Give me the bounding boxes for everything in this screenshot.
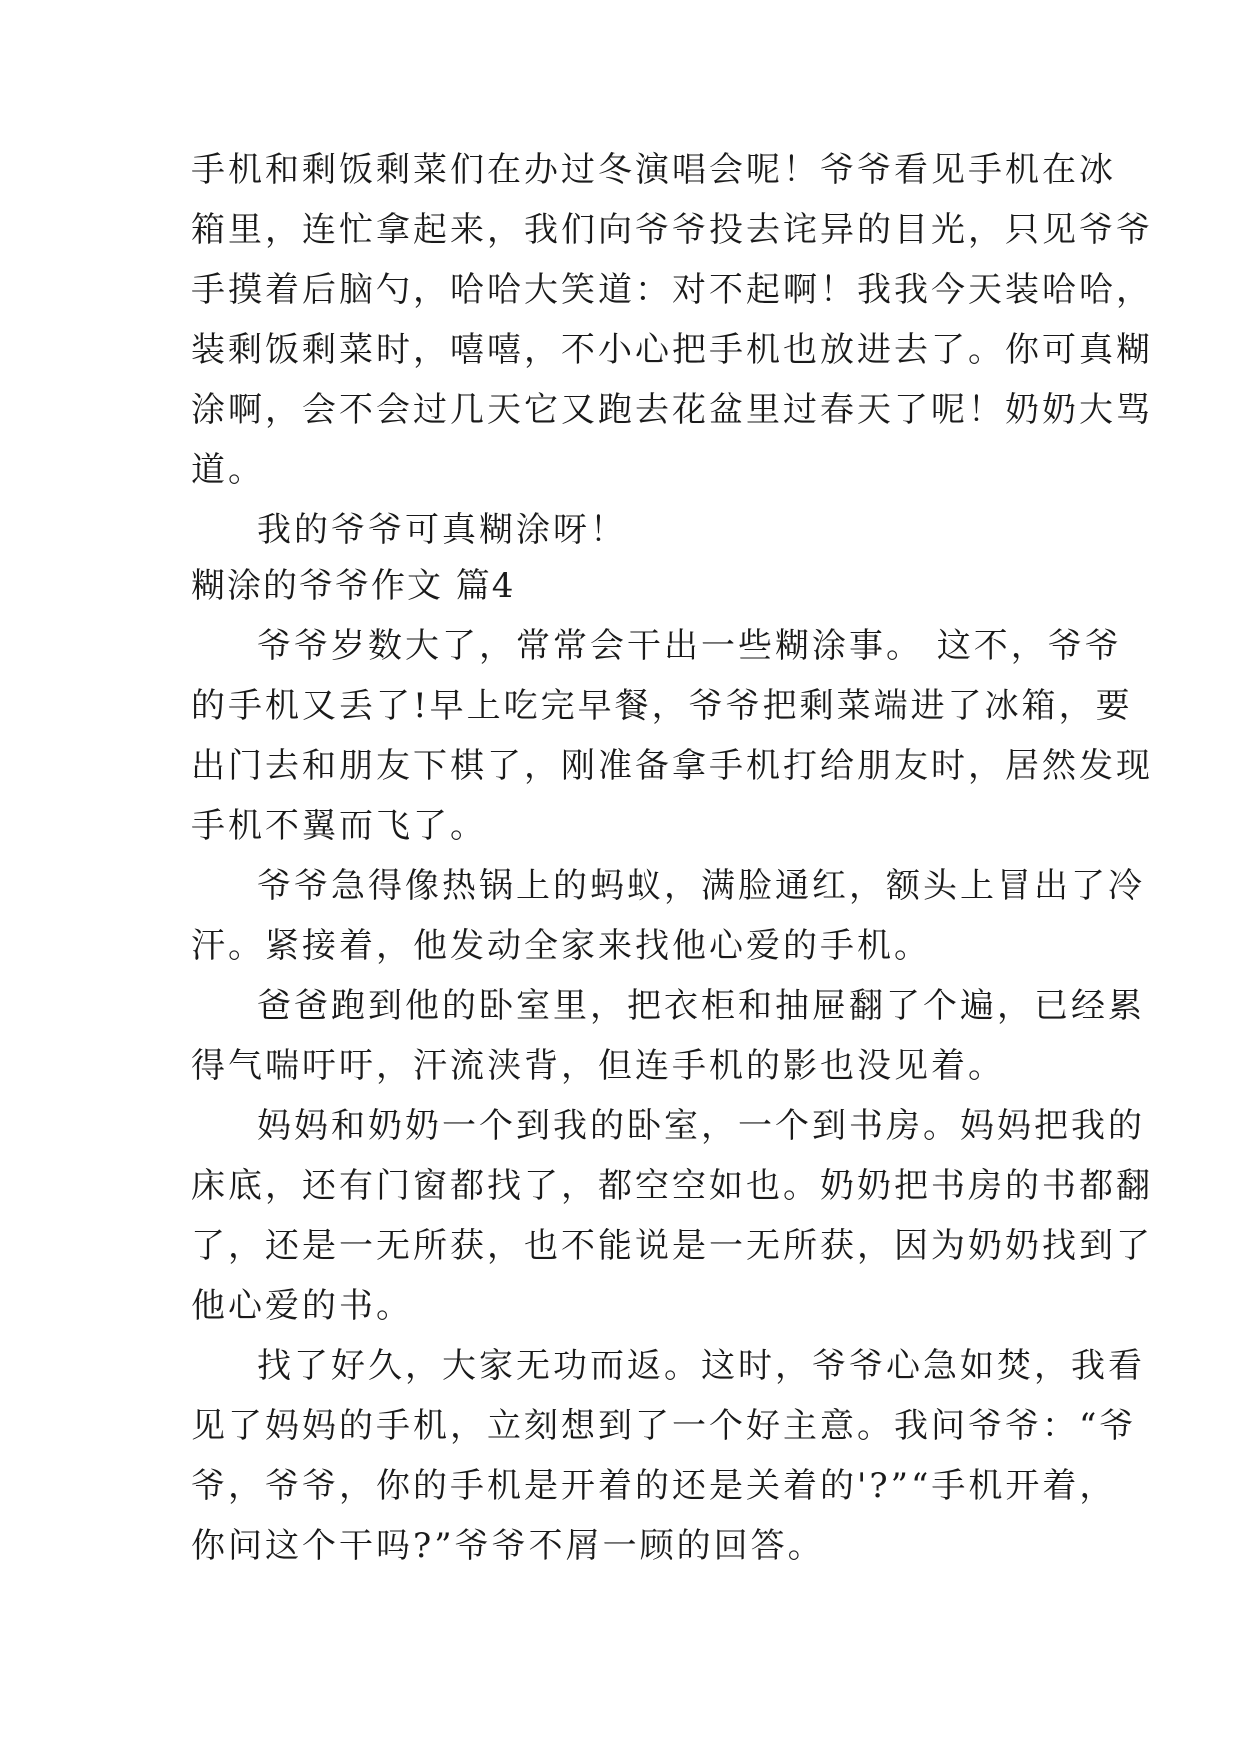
text-line: 的手机又丢了!早上吃完早餐，爷爷把剩菜端进了冰箱，要 bbox=[191, 686, 1133, 726]
text-line: 他心爱的书。 bbox=[191, 1286, 413, 1326]
text-line: 见了妈妈的手机，立刻想到了一个好主意。我问爷爷：“爷 bbox=[191, 1406, 1137, 1446]
section-heading: 糊涂的爷爷作文 篇4 bbox=[191, 566, 516, 606]
text-line: 汗。紧接着，他发动全家来找他心爱的手机。 bbox=[191, 926, 931, 966]
text-line: 出门去和朋友下棋了，刚准备拿手机打给朋友时，居然发现 bbox=[191, 746, 1153, 786]
text-line: 床底，还有门窗都找了，都空空如也。奶奶把书房的书都翻 bbox=[191, 1166, 1153, 1206]
text-line: 手机和剩饭剩菜们在办过冬演唱会呢！爷爷看见手机在冰 bbox=[191, 150, 1116, 190]
text-line: 我的爷爷可真糊涂呀！ bbox=[257, 510, 627, 550]
text-line: 手摸着后脑勺，哈哈大笑道：对不起啊！我我今天装哈哈， bbox=[191, 270, 1153, 310]
text-line: 得气喘吁吁，汗流浃背，但连手机的影也没见着。 bbox=[191, 1046, 1005, 1086]
text-line: 箱里，连忙拿起来，我们向爷爷投去诧异的目光，只见爷爷 bbox=[191, 210, 1153, 250]
text-line: 装剩饭剩菜时，嘻嘻，不小心把手机也放进去了。你可真糊 bbox=[191, 330, 1153, 370]
text-line: 你问这个干吗?”爷爷不屑一顾的回答。 bbox=[191, 1526, 825, 1566]
text-line: 爸爸跑到他的卧室里，把衣柜和抽屉翻了个遍，已经累 bbox=[257, 986, 1145, 1026]
text-line: 道。 bbox=[191, 450, 265, 490]
text-line: 手机不翼而飞了。 bbox=[191, 806, 487, 846]
text-line: 涂啊，会不会过几天它又跑去花盆里过春天了呢！奶奶大骂 bbox=[191, 390, 1153, 430]
text-line: 爷爷急得像热锅上的蚂蚁，满脸通红，额头上冒出了冷 bbox=[257, 866, 1145, 906]
text-line: 爷，爷爷，你的手机是开着的还是关着的'?”“手机开着， bbox=[191, 1466, 1117, 1506]
text-line: 爷爷岁数大了，常常会干出一些糊涂事。 这不，爷爷 bbox=[257, 626, 1122, 666]
text-line: 了，还是一无所获，也不能说是一无所获，因为奶奶找到了 bbox=[191, 1226, 1153, 1266]
text-line: 找了好久，大家无功而返。这时，爷爷心急如焚，我看 bbox=[257, 1346, 1145, 1386]
text-line: 妈妈和奶奶一个到我的卧室，一个到书房。妈妈把我的 bbox=[257, 1106, 1145, 1146]
